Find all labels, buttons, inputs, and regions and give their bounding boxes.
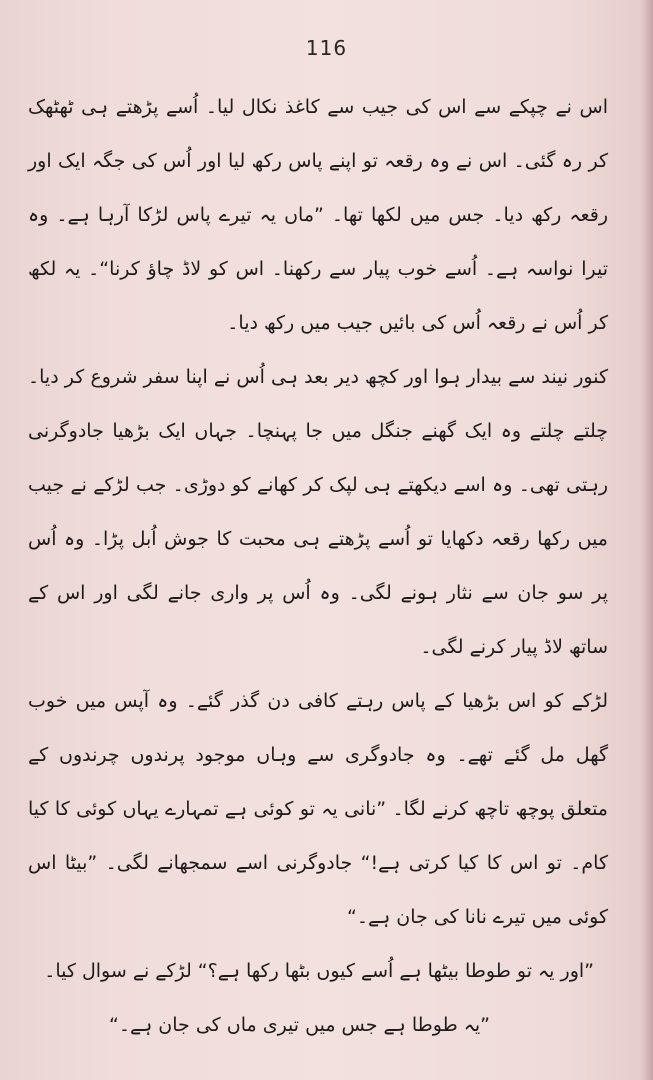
dialog-line-2: ”یہ طوطا ہے جس میں تیری ماں کی جان ہے۔“ — [109, 1014, 490, 1036]
paragraph-1: اس نے چپکے سے اس کی جیب سے کاغذ نکال لیا۔ اُسے پڑھتے ہی ٹھٹھک کر رہ گئی۔ اس نے وہ رقعہ تو اپنے پاس رکھ لیا اور اُس کی جگہ ایک اور رقعہ رکھ دیا۔ جس میں لکھا تھا۔ ”ماں یہ تیرے پاس لڑکا آرہا ہے۔ وہ تیرا نواسہ ہے۔ اُسے خوب پیار سے رکھنا۔ اس کو لاڈ چاؤ کرنا“۔ یہ لکھ کر اُس نے رقعہ اُس کی بائیں جیب میں رکھ دیا۔ — [28, 96, 608, 334]
paragraph-2: کنور نیند سے بیدار ہوا اور کچھ دیر بعد ہی اُس نے اپنا سفر شروع کر دیا۔ چلتے چلتے وہ ایک گھنے جنگل میں جا پہنچا۔ جہاں ایک بڑھیا جادوگرنی رہتی تھی۔ وہ اسے دیکھتے ہی لپک کر کھانے کو دوڑی۔ جب لڑکے نے جیب میں رکھا رقعہ دکھایا تو اُسے پڑھتے ہی محبت کا جوش اُبل پڑا۔ وہ اُس پر سو جان سے نثار ہونے لگی۔ وہ اُس پر واری جانے لگی اور اس کے ساتھ لاڈ پیار کرنے لگی۔ — [28, 366, 608, 658]
paragraph-3: لڑکے کو اس بڑھیا کے پاس رہتے کافی دن گذر گئے۔ وہ آپس میں خوب گھل مل گئے تھے۔ وہ جادوگری سے وہاں موجود پرندوں چرندوں کے متعلق پوچھ تاچھ کرنے لگا۔ ”نانی یہ تو کوئی ہے تمہارے یہاں کوئی کا کیا کام۔ تو اس کا کیا کرتی ہے!“ جادوگرنی اسے سمجھانے لگی۔ ”بیٹا اس کوئی میں تیرے نانا کی جان ہے۔“ — [28, 690, 608, 928]
page-body-text — [28, 80, 608, 1052]
dialog-line-1: ”اور یہ تو طوطا بیٹھا ہے اُسے کیوں بٹھا رکھا ہے؟“ لڑکے نے سوال کیا۔ — [44, 960, 594, 982]
page-number: 116 — [305, 36, 348, 60]
